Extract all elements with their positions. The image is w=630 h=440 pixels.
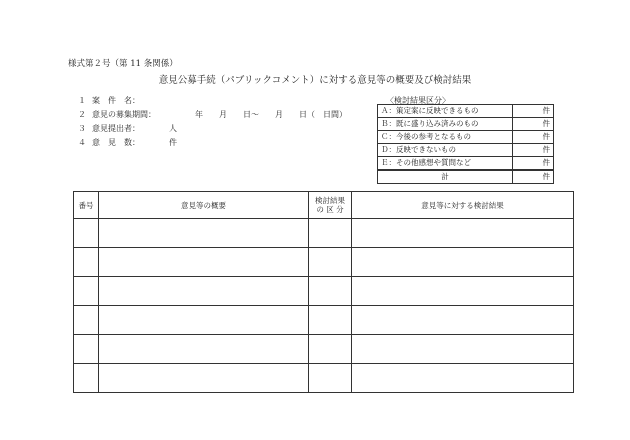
cell-result[interactable] <box>352 248 574 277</box>
info-label: 意見提出者： <box>92 124 140 133</box>
summary-count: 件 <box>513 131 554 144</box>
cell-number[interactable] <box>74 306 99 335</box>
table-row <box>74 219 574 248</box>
col-result-header: 意見等に対する検討結果 <box>352 192 574 219</box>
cell-result[interactable] <box>352 364 574 393</box>
summary-label: Ａ：策定案に反映できるもの <box>378 105 513 118</box>
cell-number[interactable] <box>74 219 99 248</box>
info-number: １ <box>78 96 86 105</box>
info-label: 意 見 数： <box>92 138 140 147</box>
col-category-line2: の 区 分 <box>316 205 344 214</box>
summary-count: 件 <box>513 118 554 131</box>
summary-row-d <box>378 144 554 157</box>
cell-summary[interactable] <box>99 248 309 277</box>
cell-summary[interactable] <box>99 335 309 364</box>
info-number: ３ <box>78 124 86 133</box>
col-category-header <box>309 192 352 219</box>
cell-category[interactable] <box>309 248 352 277</box>
cell-result[interactable] <box>352 277 574 306</box>
cell-category[interactable] <box>309 335 352 364</box>
cell-number[interactable] <box>74 277 99 306</box>
summary-label: Ｂ：既に盛り込み済みのもの <box>378 118 513 131</box>
cell-summary[interactable] <box>99 364 309 393</box>
opinion-table-header <box>74 192 574 219</box>
table-row <box>74 306 574 335</box>
summary-row-c <box>378 131 554 144</box>
cell-category[interactable] <box>309 306 352 335</box>
summary-label: Ｄ：反映できないもの <box>378 144 513 157</box>
summary-total-row <box>378 170 554 184</box>
info-label: 意見の募集期間： <box>92 110 156 119</box>
info-value: 人 <box>169 124 177 133</box>
table-row <box>74 248 574 277</box>
cell-result[interactable] <box>352 306 574 335</box>
info-value: 件 <box>169 138 177 147</box>
summary-count: 件 <box>513 105 554 118</box>
cell-category[interactable] <box>309 219 352 248</box>
document-title: 意見公募手続（パブリックコメント）に対する意見等の概要及び検討結果 <box>158 75 472 86</box>
summary-row-a <box>378 105 554 118</box>
col-category-line1: 検討結果 <box>315 196 345 205</box>
cell-result[interactable] <box>352 335 574 364</box>
cell-summary[interactable] <box>99 306 309 335</box>
info-value: 年 月 日〜 月 日（ 日間） <box>195 110 347 119</box>
table-row <box>74 335 574 364</box>
col-number-header: 番号 <box>74 192 99 219</box>
cell-category[interactable] <box>309 364 352 393</box>
summary-label: Ｃ：今後の参考となるもの <box>378 131 513 144</box>
cell-result[interactable] <box>352 219 574 248</box>
cell-number[interactable] <box>74 335 99 364</box>
cell-number[interactable] <box>74 248 99 277</box>
cell-summary[interactable] <box>99 219 309 248</box>
col-summary-header: 意見等の概要 <box>99 192 309 219</box>
summary-total-label: 計 <box>378 170 513 184</box>
info-label: 案 件 名： <box>92 96 140 105</box>
cell-summary[interactable] <box>99 277 309 306</box>
form-number: 様式第２号（第 11 条関係） <box>68 59 178 69</box>
summary-count: 件 <box>513 157 554 171</box>
cell-number[interactable] <box>74 364 99 393</box>
summary-count: 件 <box>513 144 554 157</box>
table-row <box>74 277 574 306</box>
summary-row-b <box>378 118 554 131</box>
summary-label: Ｅ：その他感想や質問など <box>378 157 513 171</box>
opinion-table <box>73 191 574 393</box>
summary-header: 〈検討結果区分〉 <box>386 96 450 105</box>
info-number: ４ <box>78 138 86 147</box>
summary-row-e <box>378 157 554 171</box>
result-category-table <box>377 104 554 184</box>
info-number: ２ <box>78 110 86 119</box>
cell-category[interactable] <box>309 277 352 306</box>
summary-total-count: 件 <box>513 170 554 184</box>
table-row <box>74 364 574 393</box>
